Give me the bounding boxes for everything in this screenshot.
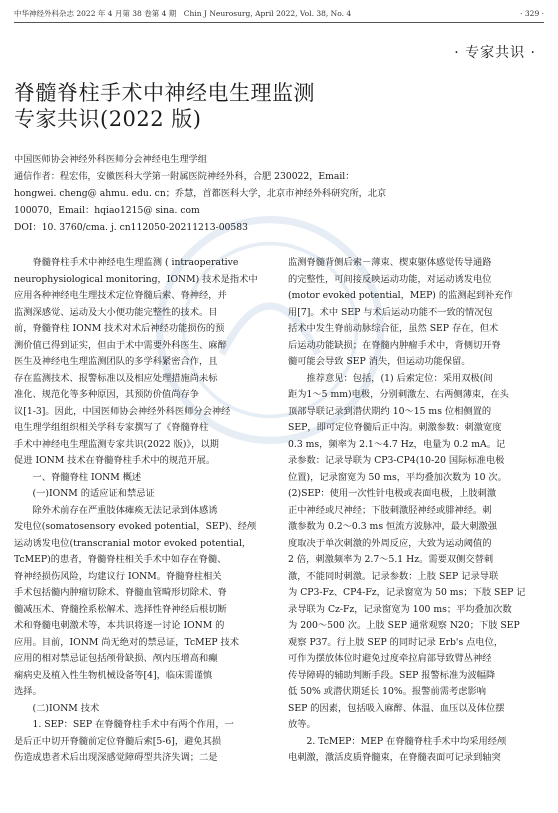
text-line: 脊髓脊柱手术中神经电生理监测 ( intraoperative: [14, 257, 239, 268]
text-line: 应用的相对禁忌证包括颅骨缺损、颅内压增高和癫: [14, 653, 218, 664]
text-line: 应用。目前，IONM 尚无绝对的禁忌证，TcMEP 技术: [14, 636, 240, 648]
text-line: (一)IONM 的适应证和禁忌证: [14, 488, 155, 499]
header-rule: [14, 22, 544, 23]
text-line: 位置)，记录窗宽为 50 ms，平均叠加次数为 10 次。: [288, 471, 507, 483]
text-line: 手术中神经电生理监测专家共识(2022 版)》，以期: [14, 438, 219, 450]
text-line: 议[1-3]。因此，中国医师协会神经外科医师分会神经: [14, 405, 231, 417]
text-line: 电生理学组组织相关学科专家撰写了《脊髓脊柱: [14, 422, 209, 433]
column-tag: · 专家共识 ·: [454, 45, 536, 61]
text-line: 监测脊髓背侧后索－薄束、楔束躯体感觉传导通路: [288, 257, 492, 268]
text-line: 选择。: [14, 686, 42, 697]
text-line: 顶部导联记录到潜伏期约 10～15 ms 位相侧置的: [288, 405, 492, 417]
text-line: 手术包括髓内肿瘤切除术、脊髓血管畸形切除术、脊: [14, 587, 227, 598]
text-line: 一、脊髓脊柱 IONM 概述: [14, 471, 142, 483]
text-line: SEP 的因素，包括吸入麻醉、体温、血压以及体位摆: [288, 702, 505, 714]
text-line: 2. TcMEP：MEP 在脊髓脊柱手术中均采用经颅: [288, 735, 507, 747]
title-line-1: 脊髓脊柱手术中神经电生理监测: [14, 81, 315, 105]
text-line: TcMEP)的患者，脊髓脊柱相关手术中如存在脊髓、: [14, 554, 227, 565]
text-line: 激，不能同时刺激。记录参数：上肢 SEP 记录导联: [288, 570, 499, 582]
article-title: [14, 80, 315, 132]
text-line: 髓可能会导致 SEP 消失，但运动功能保留。: [288, 356, 471, 367]
text-line: 传导障碍的辅助判断手段。SEP 报警标准为波幅降: [288, 669, 496, 681]
text-line: 低 50% 或潜伏期延长 10%。报警前需考虑影响: [288, 686, 486, 697]
title-line-2: 专家共识(2022 版): [14, 107, 202, 131]
text-line: 观察 P37。行上肢 SEP 的同时记录 Erb's 点电位，: [288, 636, 504, 648]
journal-citation: 中华神经外科杂志 2022 年 4 月第 38 卷第 4 期 Chin J Neurosurg, April 2022, Vol. 38, No. 4: [14, 8, 352, 18]
running-header: [14, 6, 544, 20]
text-line: 激参数为 0.2～0.3 ms 恒流方波脉冲，最大刺激强: [288, 521, 498, 532]
text-line: 运动诱发电位(transcranial motor evoked potential，: [14, 537, 252, 549]
text-line: 度取决于单次刺激的外周反应，大致为运动阈值的: [288, 537, 492, 549]
text-line: 录参数：记录导联为 CP3-CP4(10-20 国际标准电极: [288, 455, 505, 466]
text-line: 正中神经或尺神经；下肢刺激胫神经或腓神经。刺: [288, 504, 492, 516]
left-column: [14, 255, 272, 807]
text-line: (motor evoked potential，MEP) 的监测起到补充作: [288, 290, 513, 301]
text-line: 测价值已得到证实，但由于术中需要外科医生、麻醉: [14, 339, 227, 351]
text-line: (2)SEP：使用一次性针电极或表面电极，上肢刺激: [288, 488, 497, 499]
text-line: 促进 IONM 技术在脊髓脊柱手术中的规范开展。: [14, 455, 216, 466]
article-body: [14, 255, 546, 807]
text-line: SEP，即可定位脊髓后正中沟。刺激参数：刺激宽度: [288, 422, 502, 433]
text-line: (二)IONM 技术: [14, 702, 100, 714]
text-line: 用[7]。术中 SEP 与术后运动功能不一致的情况包: [288, 306, 493, 318]
text-line: 除外术前存在严重肢体瘫痪无法记录到体感诱: [14, 504, 218, 516]
text-line: 1. SEP：SEP 在脊髓脊柱手术中有两个作用，一: [14, 719, 234, 730]
text-line: 痫病史及植入性生物机械设备等[4]，临床需谨慎: [14, 669, 213, 681]
text-line: 的完整性，可间接反映运动功能，对运动诱发电位: [288, 273, 492, 285]
text-line: 录导联为 Cz-Fz，记录窗宽为 100 ms；平均叠加次数: [288, 603, 512, 615]
text-line: 医生及神经电生理监测团队的多学科紧密合作，且: [14, 356, 218, 367]
text-line: 括术中发生脊前动脉综合征，虽然 SEP 存在，但术: [288, 323, 499, 334]
text-line: 是后正中切开脊髓前定位脊髓后索[5-6]，避免其损: [14, 735, 222, 747]
corresponding-author-cont-2: 100070，Email：hqiao1215@ sina. com: [14, 205, 200, 216]
author-info: [14, 151, 544, 236]
right-column: [288, 255, 546, 807]
page-number: · 329 ·: [520, 8, 544, 18]
text-line: 术和脊髓电刺激术等，本共识将逐一讨论 IONM 的: [14, 620, 225, 631]
text-line: 脊神经损伤风险，均建议行 IONM。脊髓脊柱相关: [14, 570, 222, 582]
text-line: 存在监测技术、报警标准以及相应处理措施尚未标: [14, 372, 218, 384]
text-line: 髓减压术、脊髓拴系松解术、选择性脊神经后根切断: [14, 603, 227, 615]
text-line: 推荐意见：包括，(1) 后索定位：采用双极(间: [288, 372, 493, 384]
corresponding-author-cont: hongwei. cheng@ ahmu. edu. cn；乔慧，首都医科大学，北京市神经外科研究所，北京: [14, 188, 387, 199]
text-line: 2 倍，刺激频率为 2.7～5.1 Hz。需要双侧交替刺: [288, 554, 494, 565]
text-line: 可作为摆放体位时避免过度牵拉肩部导致臂丛神经: [288, 653, 492, 664]
text-line: 为 200～500 次。上肢 SEP 通常观察 N20；下肢 SEP: [288, 620, 520, 631]
text-line: 放等。: [288, 719, 316, 730]
text-line: 应用各种神经电生理技术定位脊髓后索、脊神经，并: [14, 290, 227, 301]
text-line: 电刺激，激活皮质脊髓束，在脊髓表面可记录到轴突: [288, 752, 501, 763]
text-line: 后运动功能缺损；在脊髓内肿瘤手术中，背侧切开脊: [288, 339, 501, 351]
text-line: 伤造成患者术后出现深感觉障碍型共济失调；二是: [14, 752, 218, 763]
doi: DOI：10. 3760/cma. j. cn112050-20211213-00583: [14, 222, 248, 233]
text-line: 为 CP3-Fz、CP4-Fz，记录窗宽为 50 ms；下肢 SEP 记: [288, 587, 526, 598]
text-line: neurophysiological monitoring，IONM) 技术是指术中: [14, 273, 258, 285]
text-line: 距为1～5 mm)电极，分别刺激左、右两侧薄束，在头: [288, 389, 509, 400]
text-line: 0.3 ms，频率为 2.1～4.7 Hz，电量为 0.2 mA。记: [288, 438, 506, 450]
text-line: 发电位(somatosensory evoked potential，SEP)、经颅: [14, 521, 257, 532]
author-group: 中国医师协会神经外科医师分会神经电生理学组: [14, 154, 207, 165]
text-line: 准化、规范化等多种原因，其预防价值尚存争: [14, 389, 199, 400]
text-line: 前，脊髓脊柱 IONM 技术对术后神经功能损伤的预: [14, 323, 225, 334]
corresponding-author: 通信作者：程宏伟，安徽医科大学第一附属医院神经外科，合肥 230022，Email：: [14, 171, 355, 182]
text-line: 监测深感觉、运动及大小便功能完整性的技术。目: [14, 306, 218, 318]
